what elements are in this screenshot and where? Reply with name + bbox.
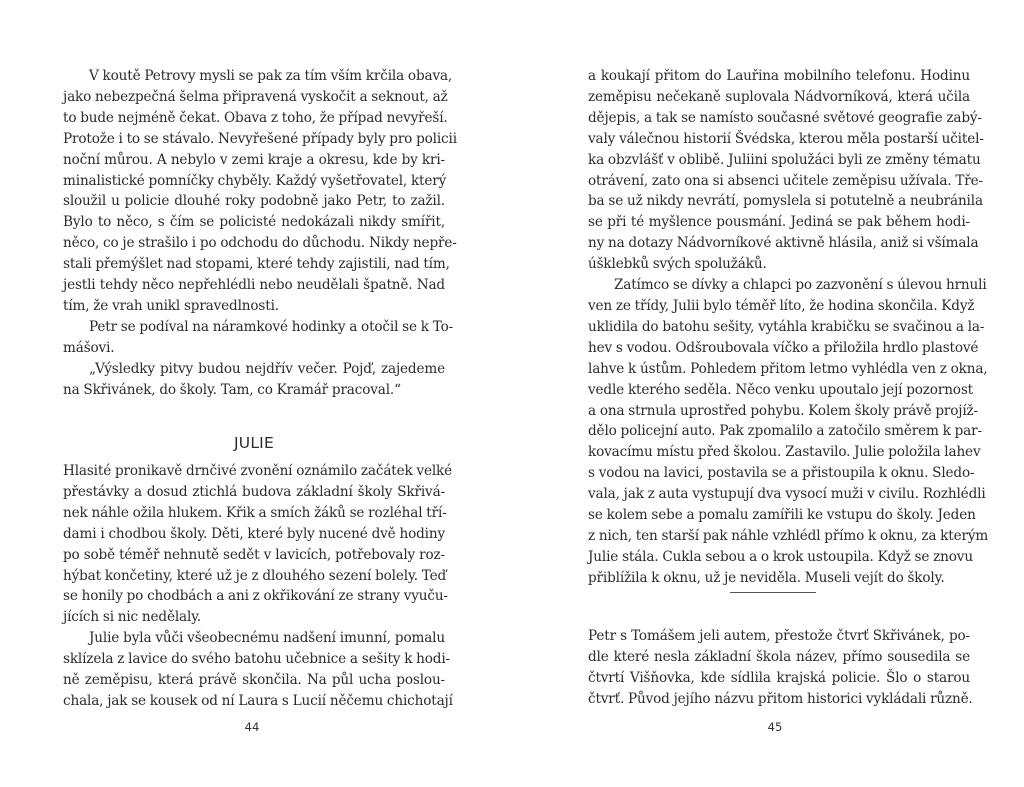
text-line: tím, že vrah unikl spravedlnosti. <box>63 297 279 314</box>
text-line: na Skřivánek, do školy. Tam, co Kramář pracoval.“ <box>63 381 401 398</box>
text-line: dějepis, a tak se namísto současné světové geografie zabý- <box>588 109 982 126</box>
text-line: lahve k ústům. Pohledem přitom letmo vyhlédla ven z okna, <box>588 360 988 377</box>
text-line: ka obzvlášť v oblibě. Juliini spolužáci byli ze změny tématu <box>588 151 981 168</box>
text-line: stali přemýšlet nad stopami, které tehdy zajistili, nad tím, <box>63 256 450 273</box>
text-line: valy válečnou historií Švédska, kterou měla postarší učitel- <box>588 130 984 147</box>
text-line: jako nebezpečná šelma připravená vyskočit a seknout, až <box>63 88 448 105</box>
text-line: ny na dotazy Nádvorníkové aktivně hlásila, aniž si všímala <box>588 235 979 252</box>
text-line: Hlasité pronikavě drnčivé zvonění oznámilo začátek velké <box>63 463 453 479</box>
text-line: kovacímu místu před školou. Zastavilo. Julie položila lahev <box>588 444 981 461</box>
text-line: dle které nesla základní škola název, přímo sousedila se <box>588 648 970 665</box>
text-line: uklidila do batohu sešity, vytáhla krabičku se svačinou a la- <box>588 318 985 335</box>
text-line: ně zeměpisu, která právě skončila. Na půl ucha poslou- <box>63 672 445 689</box>
text-line: čtvrtí Višňovka, kde sídlila krajská policie. Šlo o starou <box>588 669 970 686</box>
right-page <box>588 0 989 787</box>
text-line: to bude nejméně čekat. Obava z toho, že případ nevyřeší. <box>63 109 448 126</box>
section-divider <box>730 592 816 593</box>
text-line: hev s vodou. Odšroubovala víčko a přiložila hrdlo plastové <box>588 339 979 356</box>
text-line: „Výsledky pitvy budou nejdřív večer. Pojď, zajedeme <box>89 360 445 377</box>
text-line: přestávky a dosud ztichlá budova základní školy Skřivá- <box>63 483 445 500</box>
text-line: se honily po chodbách a ani z okřikování ze strany vyuču- <box>63 588 448 605</box>
text-line: chala, jak se kousek od ní Laura s Lucií něčemu chichotají <box>63 692 453 709</box>
text-line: dělo policejní auto. Pak zpomalilo a zatočilo směrem k par- <box>588 423 982 440</box>
text-line: něco, co je strašilo i po odchodu do důchodu. Nikdy nepře- <box>63 235 457 252</box>
text-line: po sobě téměř nehnutě sedět v lavicích, potřebovaly roz- <box>63 546 445 563</box>
text-line: ba se už nikdy nevrátí, pomyslela si potutelně a neubránila <box>588 193 983 210</box>
text-line: Julie byla vůči všeobecnému nadšení imunní, pomalu <box>89 630 445 647</box>
text-line: Petr se podíval na náramkové hodinky a otočil se k To- <box>89 318 454 335</box>
text-line: nek náhle ožila hlukem. Křik a smích žáků se rozléhal tří- <box>63 504 447 521</box>
text-line: ven ze třídy, Julii bylo téměř líto, že hodina skončila. Když <box>588 297 975 314</box>
text-line: přiblížila k oknu, už je neviděla. Museli vejít do školy. <box>588 569 945 586</box>
text-line: Bylo to něco, s čím se policisté nedokázali nikdy smířit, <box>63 214 445 231</box>
page-number-right: 45 <box>767 720 783 734</box>
text-line: vala, jak z auta vystupují dva vysocí muži v civilu. Rozhlédli <box>588 486 986 503</box>
text-line: úšklebků svých spolužáků. <box>588 256 767 273</box>
text-line: minalistické pomníčky chyběly. Každý vyšetřovatel, který <box>63 172 447 189</box>
text-line: vedle kterého seděla. Něco venku upoutalo její pozornost <box>588 381 973 398</box>
text-line: hýbat končetiny, které už je z dlouhého sezení bolely. Teď <box>63 567 447 584</box>
left-page-text-top <box>63 66 457 401</box>
text-line: sklízela z lavice do svého batohu učebnice a sešity k hodi- <box>63 651 451 668</box>
text-line: se kolem sebe a pomalu zamířili ke vstupu do školy. Jeden <box>588 507 976 524</box>
text-line: otrávení, zato ona si absenci učitele zeměpisu užívala. Tře- <box>588 172 983 189</box>
text-line: sloužil u policie dlouhé roky podobně jako Petr, to zažil. <box>63 193 445 210</box>
chapter-heading: JULIE <box>234 433 274 452</box>
text-line: mášovi. <box>63 339 115 356</box>
text-line: Julie stála. Cukla sebou a o krok ustoupila. Když se znovu <box>588 548 973 565</box>
text-line: čtvrť. Původ jejího názvu přitom historici vykládali různě. <box>588 690 973 707</box>
right-page-text-top <box>588 66 989 589</box>
text-line: zeměpisu nečekaně suplovala Nádvorníková, která učila <box>588 88 970 105</box>
text-line: dami i chodbou školy. Děti, které byly nucené dvě hodiny <box>63 525 445 542</box>
text-line: Petr s Tomášem jeli autem, přestože čtvrť Skřivánek, po- <box>588 628 970 644</box>
text-line: a ona strnula uprostřed pohybu. Kolem školy právě projíž- <box>588 402 978 419</box>
text-line: V koutě Petrovy mysli se pak za tím vším krčila obava, <box>89 68 453 84</box>
left-page-text-chapter <box>63 461 453 712</box>
text-line: se při té myšlence pousmání. Jediná se pak během hodi- <box>588 214 970 231</box>
text-line: jestli tehdy něco nepřehlédli nebo neudělali špatně. Nad <box>63 277 445 294</box>
page-number-left: 44 <box>244 720 260 734</box>
text-line: Protože i to se stávalo. Nevyřešené případy byly pro policii <box>63 130 457 147</box>
text-line: z nich, ten starší pak náhle vzhlédl přímo k oknu, za kterým <box>588 527 989 544</box>
right-page-text-section <box>588 626 973 710</box>
text-line: jících si nic nedělaly. <box>63 609 202 626</box>
text-line: Zatímco se dívky a chlapci po zazvonění s úlevou hrnuli <box>614 277 987 294</box>
text-line: noční můrou. A nebylo v zemi kraje a okresu, kde by kri- <box>63 151 445 168</box>
left-page <box>63 0 457 787</box>
text-line: s vodou na lavici, postavila se a přistoupila k oknu. Sledo- <box>588 465 975 482</box>
text-line: a koukají přitom do Lauřina mobilního telefonu. Hodinu <box>588 68 970 84</box>
